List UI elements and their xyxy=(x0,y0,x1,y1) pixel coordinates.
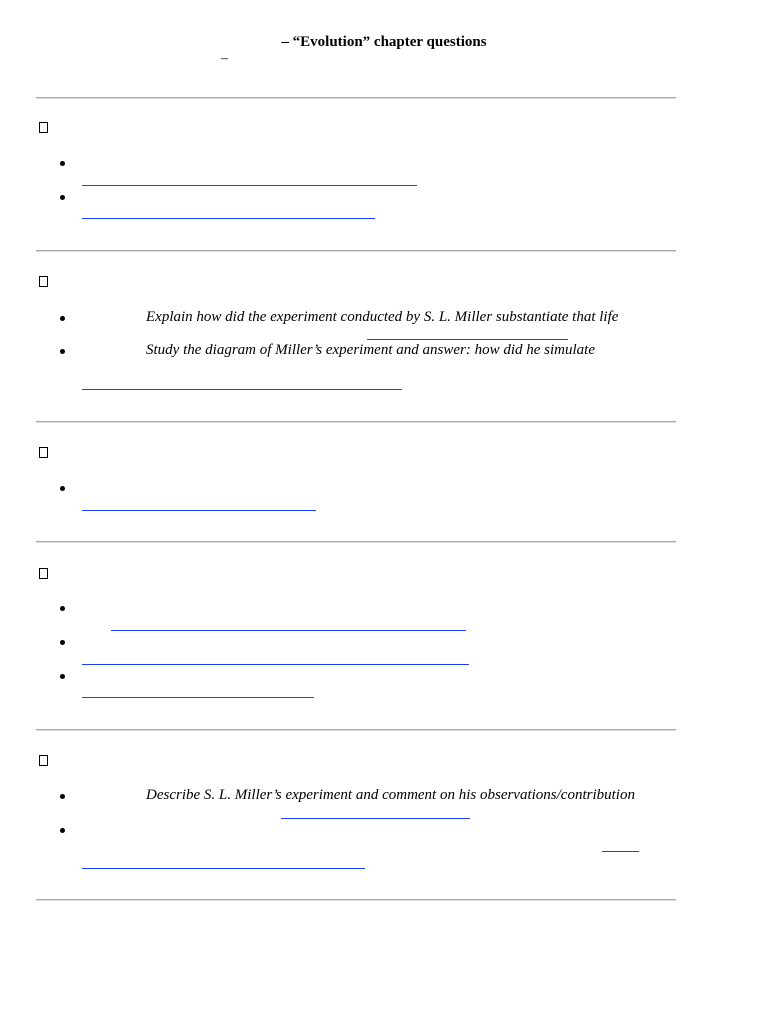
section-divider xyxy=(36,541,676,543)
answer-line[interactable] xyxy=(82,664,469,665)
answer-line[interactable] xyxy=(367,339,568,340)
answer-line[interactable] xyxy=(281,818,470,819)
answer-line[interactable] xyxy=(82,510,316,511)
bullet-icon xyxy=(60,195,65,200)
bullet-icon xyxy=(60,640,65,645)
answer-line[interactable] xyxy=(111,630,466,631)
answer-line[interactable] xyxy=(602,851,639,852)
answer-line[interactable] xyxy=(82,697,314,698)
document-title: – “Evolution” chapter questions xyxy=(281,34,487,50)
checkbox-icon[interactable] xyxy=(39,755,48,766)
question-text: Describe S. L. Miller’s experiment and comment on his observations/contribution xyxy=(146,787,635,803)
answer-line[interactable] xyxy=(82,185,417,186)
section-divider xyxy=(36,97,676,99)
question-text: Explain how did the experiment conducted by S. L. Miller substantiate that life xyxy=(146,309,619,325)
bullet-icon xyxy=(60,349,65,354)
bullet-icon xyxy=(60,828,65,833)
bullet-icon xyxy=(60,486,65,491)
bullet-icon xyxy=(60,316,65,321)
section-divider xyxy=(36,421,676,423)
section-divider xyxy=(36,250,676,252)
checkbox-icon[interactable] xyxy=(39,568,48,579)
answer-line[interactable] xyxy=(82,218,375,219)
bullet-icon xyxy=(60,161,65,166)
answer-line[interactable] xyxy=(82,389,402,390)
section-divider xyxy=(36,729,676,731)
checkbox-icon[interactable] xyxy=(39,447,48,458)
checkbox-icon[interactable] xyxy=(39,276,48,287)
checkbox-icon[interactable] xyxy=(39,122,48,133)
bullet-icon xyxy=(60,794,65,799)
bullet-icon xyxy=(60,674,65,679)
answer-line[interactable] xyxy=(82,868,365,869)
subtitle-dash: – xyxy=(221,51,228,66)
question-text: Study the diagram of Miller’s experiment and answer: how did he simulate xyxy=(146,342,595,358)
bullet-icon xyxy=(60,606,65,611)
section-divider xyxy=(36,899,676,901)
